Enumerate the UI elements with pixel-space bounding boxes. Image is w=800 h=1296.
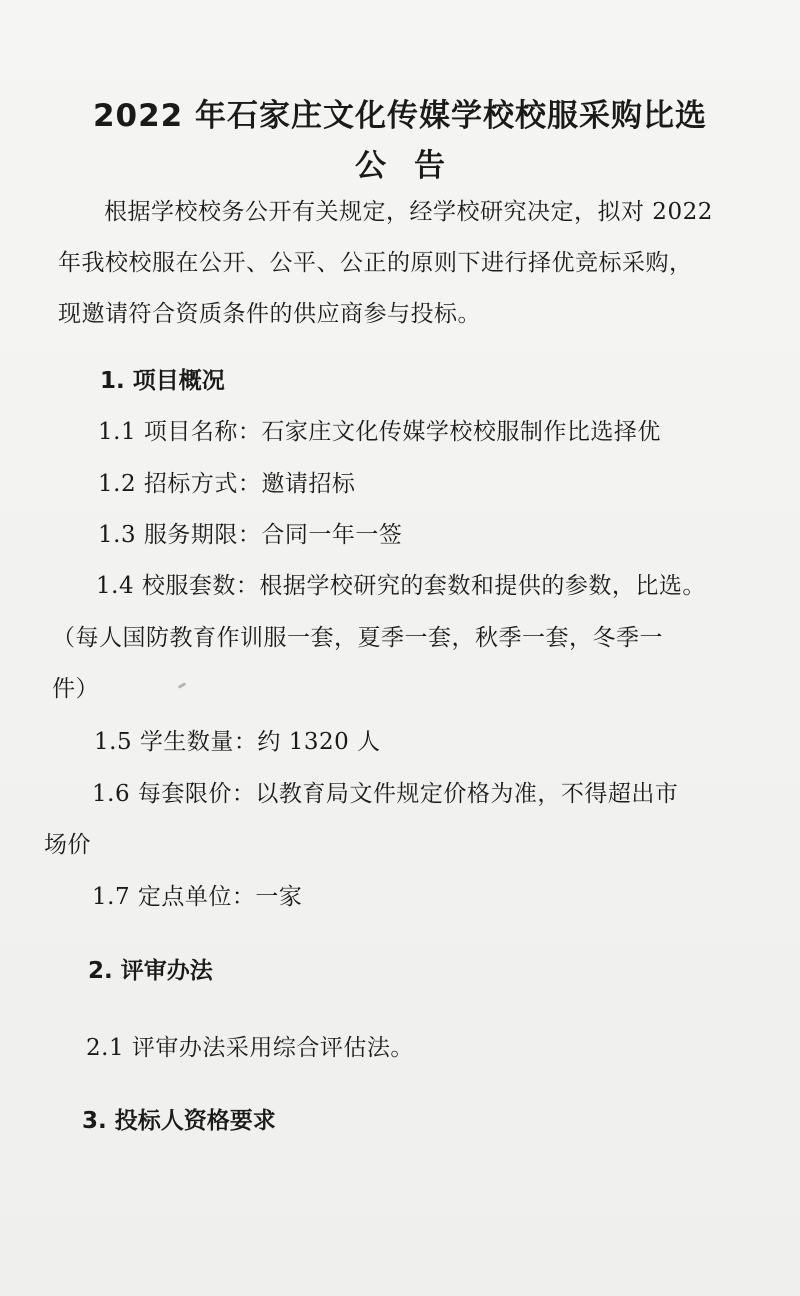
document-title: 2022 年石家庄文化传媒学校校服采购比选 [92, 98, 708, 134]
item-1-7: 1.7 定点单位：一家 [92, 884, 303, 910]
item-1-4-line-2: （每人国防教育作训服一套，夏季一套，秋季一套，冬季一 [52, 625, 663, 651]
item-1-6-line-1: 1.6 每套限价：以教育局文件规定价格为准，不得超出市 [92, 781, 679, 807]
item-1-4-line-3: 件） [52, 676, 99, 702]
intro-line-1: 根据学校校务公开有关规定，经学校研究决定，拟对 2022 [104, 199, 713, 225]
intro-line-2: 年我校校服在公开、公平、公正的原则下进行择优竞标采购， [58, 250, 693, 276]
item-1-2: 1.2 招标方式：邀请招标 [98, 471, 356, 497]
document-subtitle: 公告 [355, 148, 473, 184]
item-1-3: 1.3 服务期限：合同一年一签 [98, 522, 403, 548]
item-2-1: 2.1 评审办法采用综合评估法。 [86, 1035, 414, 1061]
item-1-1: 1.1 项目名称：石家庄文化传媒学校校服制作比选择优 [98, 419, 661, 445]
item-1-5: 1.5 学生数量：约 1320 人 [94, 729, 381, 755]
item-1-4-line-1: 1.4 校服套数：根据学校研究的套数和提供的参数，比选。 [96, 573, 706, 599]
section-3-heading: 3. 投标人资格要求 [82, 1108, 276, 1134]
section-2-heading: 2. 评审办法 [88, 958, 213, 984]
section-1-heading: 1. 项目概况 [100, 368, 225, 394]
intro-line-3: 现邀请符合资质条件的供应商参与投标。 [58, 301, 481, 327]
scan-speck [178, 682, 186, 689]
item-1-6-line-2: 场价 [44, 832, 91, 858]
